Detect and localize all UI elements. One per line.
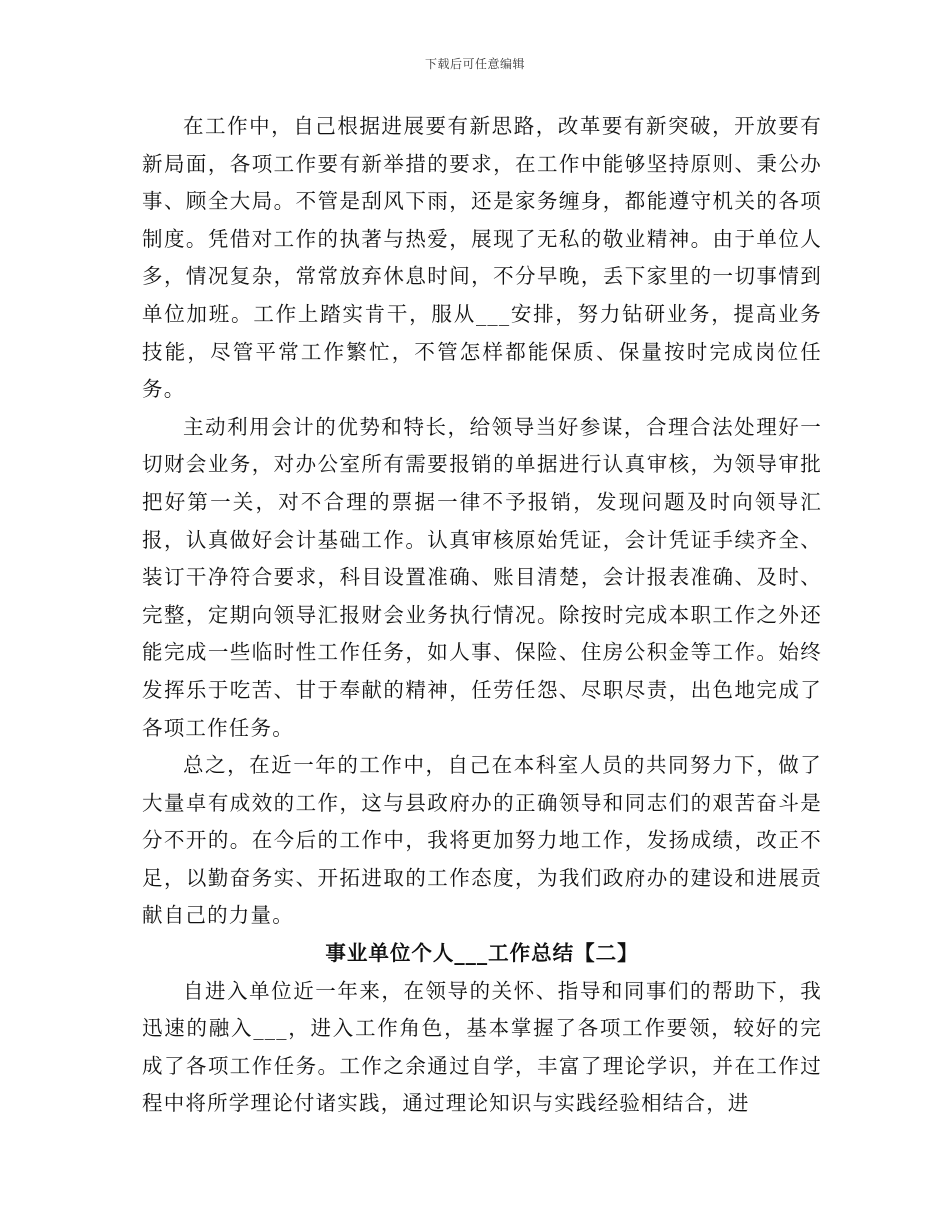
page-header-note: 下载后可任意编辑 xyxy=(424,57,525,71)
paragraph-1: 在工作中，自己根据进展要有新思路，改革要有新突破，开放要有新局面，各项工作要有新举措的要求，在工作中能够坚持原则、秉公办事、顾全大局。不管是刮风下雨，还是家务缠身，都能遵守机关的各项制度。凭借对工作的执著与热爱，展现了无私的敬业精神。由于单位人多，情况复杂，常常放弃休息时间，不分早晚，丢下家里的一切事情到单位加班。工作上踏实肯干，服从___安排，努力钻研业务，提高业务技能，尽管平常工作繁忙，不管怎样都能保质、保量按时完成岗位任务。 xyxy=(142,114,822,402)
paragraph-3: 总之，在近一年的工作中，自己在本科室人员的共同努力下，做了大量卓有成效的工作，这与县政府办的正确领导和同志们的艰苦奋斗是分不开的。在今后的工作中，我将更加努力地工作，发扬成绩，改正不足，以勤奋务实、开拓进取的工作态度，为我们政府办的建设和进展贡献自己的力量。 xyxy=(142,753,822,928)
paragraph-4: 自进入单位近一年来，在领导的关怀、指导和同事们的帮助下，我迅速的融入___，进入工作角色，基本掌握了各项工作要领，较好的完成了各项工作任务。工作之余通过自学，丰富了理论学识，并在工作过程中将所学理论付诸实践，通过理论知识与实践经验相结合，进 xyxy=(142,978,822,1116)
section-title: 事业单位个人___工作总结【二】 xyxy=(325,941,639,966)
paragraph-2: 主动利用会计的优势和特长，给领导当好参谋，合理合法处理好一切财会业务，对办公室所有需要报销的单据进行认真审核，为领导审批把好第一关，对不合理的票据一律不予报销，发现问题及时向领导汇报，认真做好会计基础工作。认真审核原始凭证，会计凭证手续齐全、装订干净符合要求，科目设置准确、账目清楚，会计报表准确、及时、完整，定期向领导汇报财会业务执行情况。除按时完成本职工作之外还能完成一些临时性工作任务，如人事、保险、住房公积金等工作。始终发挥乐于吃苦、甘于奉献的精神，任劳任怨、尽职尽责，出色地完成了各项工作任务。 xyxy=(142,414,822,740)
document-body xyxy=(142,108,822,1123)
